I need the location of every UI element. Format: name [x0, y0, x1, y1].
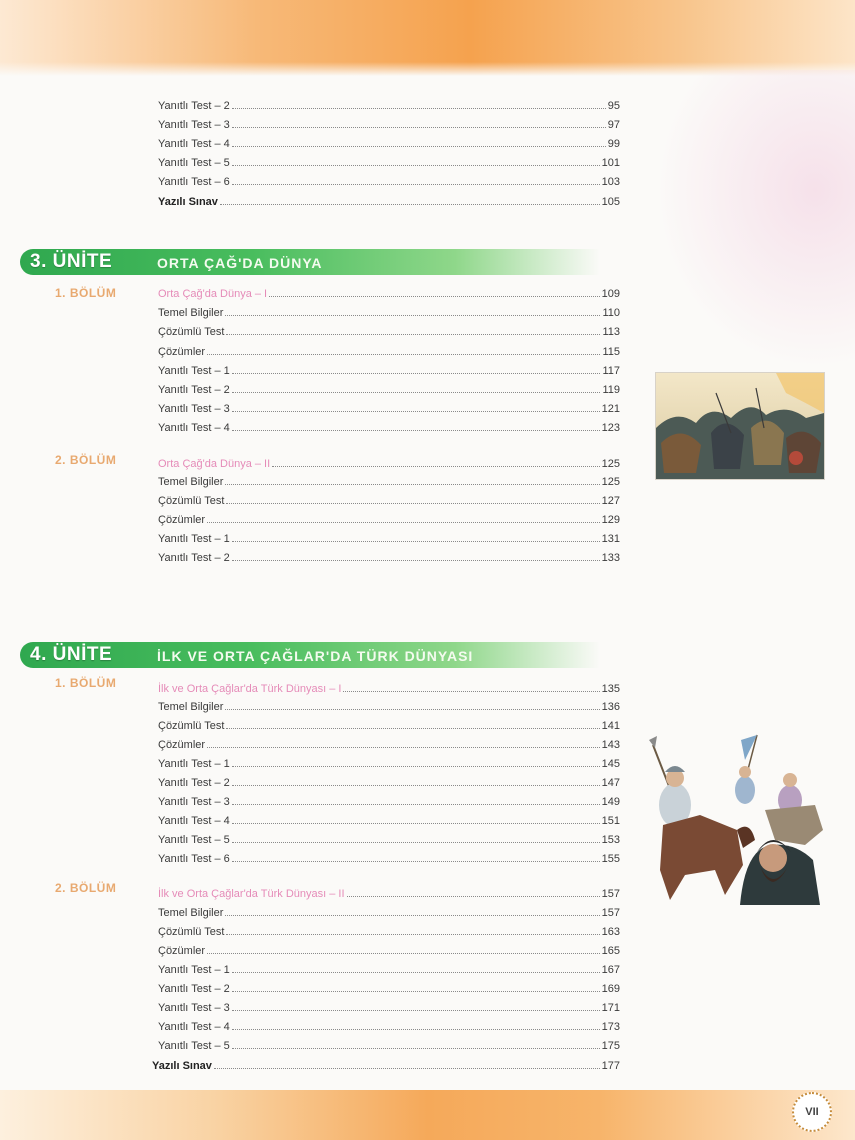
toc-entry-label: Yanıtlı Test – 5: [158, 834, 230, 846]
dot-leader: [232, 541, 600, 542]
toc-entry-label: Yanıtlı Test – 6: [158, 853, 230, 865]
toc-entry-page: 127: [601, 495, 620, 507]
toc-entry[interactable]: [158, 340, 620, 358]
toc-entry-page: 143: [601, 739, 620, 751]
toc-entry-page: 135: [601, 683, 620, 695]
toc-entry[interactable]: [158, 714, 620, 732]
toc-entry[interactable]: [158, 470, 620, 488]
dot-leader: [232, 560, 600, 561]
dot-leader: [272, 466, 599, 467]
toc-entry[interactable]: [158, 397, 620, 415]
toc-entry-label: Yanıtlı Test – 2: [158, 100, 230, 112]
toc-entry-page: 125: [601, 476, 620, 488]
dot-leader: [232, 804, 600, 805]
dot-leader: [232, 411, 600, 412]
dot-leader: [214, 1068, 600, 1069]
toc-entry[interactable]: [158, 958, 620, 976]
unit-3-banner: [20, 249, 600, 275]
dot-leader: [232, 842, 600, 843]
toc-entry-page: 173: [601, 1021, 620, 1033]
dot-leader: [232, 861, 600, 862]
toc-entry-label: İlk ve Orta Çağlar'da Türk Dünyası – II: [158, 888, 345, 900]
toc-entry[interactable]: [158, 452, 620, 470]
toc-entry[interactable]: [158, 301, 620, 319]
toc-entry-label: Temel Bilgiler: [158, 701, 224, 713]
dot-leader: [343, 691, 599, 692]
toc-entry-label: Orta Çağ'da Dünya – I: [158, 288, 268, 300]
toc-entry-label: Yanıtlı Test – 2: [158, 777, 230, 789]
toc-entry-page: 105: [601, 196, 620, 208]
toc-entry-page: 113: [602, 326, 620, 338]
toc-entry[interactable]: [158, 546, 620, 564]
unit-title: İLK VE ORTA ÇAĞLAR'DA TÜRK DÜNYASI: [157, 648, 474, 664]
toc-entry[interactable]: [158, 996, 620, 1014]
toc-entry-label: Yanıtlı Test – 5: [158, 157, 230, 169]
toc-entry[interactable]: [158, 1034, 620, 1052]
toc-entry[interactable]: [158, 790, 620, 808]
section-label: 1. BÖLÜM: [55, 286, 117, 300]
toc-entry[interactable]: [158, 977, 620, 995]
dot-leader: [220, 204, 600, 205]
toc-entry[interactable]: [158, 901, 620, 919]
toc-entry-page: 123: [601, 422, 620, 434]
toc-entry-label: Çözümlü Test: [158, 326, 225, 338]
toc-entry-page: 177: [601, 1060, 620, 1072]
dot-leader: [232, 392, 601, 393]
toc-entry-page: 151: [601, 815, 620, 827]
toc-entry-page: 169: [601, 983, 620, 995]
toc-entry-label: Çözümler: [158, 346, 206, 358]
toc-entry[interactable]: [158, 416, 620, 434]
toc-entry-label: Yazılı Sınav: [152, 1060, 212, 1072]
dot-leader: [225, 915, 599, 916]
toc-entry[interactable]: [158, 847, 620, 865]
battle-scene-image: [656, 373, 824, 479]
dot-leader: [232, 127, 606, 128]
toc-entry-label: Çözümler: [158, 514, 206, 526]
toc-entry[interactable]: [158, 190, 620, 208]
toc-entry-page: 163: [601, 926, 620, 938]
toc-entry-label: Yanıtlı Test – 2: [158, 983, 230, 995]
toc-entry[interactable]: [158, 132, 620, 150]
toc-entry-page: 153: [601, 834, 620, 846]
dot-leader: [232, 430, 600, 431]
section-label: 2. BÖLÜM: [55, 453, 117, 467]
toc-entry-page: 115: [602, 346, 620, 358]
toc-entry-label: Yanıtlı Test – 2: [158, 384, 230, 396]
toc-entry-page: 125: [601, 458, 620, 470]
dot-leader: [225, 484, 599, 485]
dot-leader: [232, 1010, 600, 1011]
toc-entry[interactable]: [158, 695, 620, 713]
toc-entry-page: 110: [602, 307, 620, 319]
toc-entry[interactable]: [158, 113, 620, 131]
section-label: 2. BÖLÜM: [55, 881, 117, 895]
dot-leader: [232, 1048, 600, 1049]
toc-entry-page: 175: [601, 1040, 620, 1052]
toc-entry-label: Temel Bilgiler: [158, 307, 224, 319]
toc-entry-page: 129: [601, 514, 620, 526]
toc-entry-page: 121: [601, 403, 620, 415]
toc-entry-label: Çözümler: [158, 739, 206, 751]
toc-entry-page: 133: [601, 552, 620, 564]
dot-leader: [232, 184, 600, 185]
toc-entry-page: 101: [601, 157, 620, 169]
toc-entry[interactable]: [158, 489, 620, 507]
toc-entry[interactable]: [158, 733, 620, 751]
toc-entry-label: Yanıtlı Test – 3: [158, 796, 230, 808]
toc-entry-label: Temel Bilgiler: [158, 476, 224, 488]
toc-entry-page: 136: [601, 701, 620, 713]
toc-entry[interactable]: [158, 282, 620, 300]
toc-entry-page: 147: [601, 777, 620, 789]
toc-entry-page: 97: [607, 119, 620, 131]
toc-entry-label: Yanıtlı Test – 4: [158, 815, 230, 827]
dot-leader: [225, 709, 599, 710]
toc-entry-label: Yanıtlı Test – 6: [158, 176, 230, 188]
toc-entry[interactable]: [152, 1054, 620, 1072]
toc-entry-label: Yanıtlı Test – 1: [158, 365, 230, 377]
toc-entry[interactable]: [158, 378, 620, 396]
toc-entry-label: Yanıtlı Test – 4: [158, 422, 230, 434]
bottom-decorative-band: [0, 1090, 855, 1140]
toc-entry-label: Yanıtlı Test – 3: [158, 403, 230, 415]
toc-entry-page: 167: [601, 964, 620, 976]
toc-entry-label: Çözümlü Test: [158, 926, 225, 938]
unit-number: 3. ÜNİTE: [30, 251, 113, 272]
toc-entry-label: Yanıtlı Test – 4: [158, 138, 230, 150]
toc-entry[interactable]: [158, 508, 620, 526]
horsemen-image: [645, 730, 825, 905]
toc-entry[interactable]: [158, 170, 620, 188]
toc-entry-label: Yazılı Sınav: [158, 196, 218, 208]
toc-entry-label: Çözümlü Test: [158, 495, 225, 507]
dot-leader: [207, 953, 600, 954]
toc-entry-label: Orta Çağ'da Dünya – II: [158, 458, 271, 470]
toc-entry-page: 157: [601, 888, 620, 900]
toc-entry-page: 95: [607, 100, 620, 112]
toc-entry[interactable]: [158, 151, 620, 169]
dot-leader: [226, 503, 599, 504]
toc-entry[interactable]: [158, 677, 620, 695]
dot-leader: [232, 766, 600, 767]
toc-entry[interactable]: [158, 94, 620, 112]
background-glow: [655, 70, 855, 370]
toc-entry-label: Yanıtlı Test – 1: [158, 533, 230, 545]
toc-entry-page: 119: [602, 384, 620, 396]
toc-entry-label: Yanıtlı Test – 1: [158, 964, 230, 976]
battle-scene-illustration: [655, 372, 825, 480]
page-number: VII: [805, 1106, 819, 1118]
toc-entry[interactable]: [158, 527, 620, 545]
toc-entry[interactable]: [158, 771, 620, 789]
toc-entry-label: İlk ve Orta Çağlar'da Türk Dünyası – I: [158, 683, 342, 695]
toc-entry-page: 109: [601, 288, 620, 300]
toc-entry-page: 171: [601, 1002, 620, 1014]
section-label: 1. BÖLÜM: [55, 676, 117, 690]
dot-leader: [232, 146, 606, 147]
toc-entry-page: 145: [601, 758, 620, 770]
dot-leader: [232, 108, 606, 109]
toc-entry-label: Yanıtlı Test – 4: [158, 1021, 230, 1033]
dot-leader: [226, 334, 600, 335]
toc-entry[interactable]: [158, 828, 620, 846]
toc-entry-page: 157: [601, 907, 620, 919]
unit-title: ORTA ÇAĞ'DA DÜNYA: [157, 255, 323, 271]
toc-entry[interactable]: [158, 359, 620, 377]
dot-leader: [207, 522, 600, 523]
toc-entry[interactable]: [158, 882, 620, 900]
dot-leader: [232, 991, 600, 992]
toc-entry[interactable]: [158, 809, 620, 827]
toc-entry-label: Yanıtlı Test – 3: [158, 1002, 230, 1014]
toc-entry-page: 149: [601, 796, 620, 808]
top-decorative-band: [0, 0, 855, 76]
toc-entry-page: 103: [601, 176, 620, 188]
toc-entry-page: 131: [601, 533, 620, 545]
toc-entry-label: Yanıtlı Test – 3: [158, 119, 230, 131]
toc-entry-page: 155: [601, 853, 620, 865]
unit-4-banner: [20, 642, 600, 668]
dot-leader: [232, 785, 600, 786]
dot-leader: [232, 823, 600, 824]
dot-leader: [347, 896, 600, 897]
horsemen-illustration: [645, 730, 825, 905]
toc-entry-label: Çözümlü Test: [158, 720, 225, 732]
dot-leader: [226, 728, 599, 729]
toc-entry-label: Yanıtlı Test – 2: [158, 552, 230, 564]
unit-number: 4. ÜNİTE: [30, 644, 113, 665]
toc-entry-label: Temel Bilgiler: [158, 907, 224, 919]
toc-entry-label: Yanıtlı Test – 1: [158, 758, 230, 770]
toc-entry[interactable]: [158, 939, 620, 957]
toc-entry-label: Çözümler: [158, 945, 206, 957]
dot-leader: [207, 354, 600, 355]
dot-leader: [207, 747, 600, 748]
dot-leader: [232, 165, 600, 166]
toc-entry-page: 117: [602, 365, 620, 377]
dot-leader: [269, 296, 600, 297]
toc-entry-label: Yanıtlı Test – 5: [158, 1040, 230, 1052]
toc-entry[interactable]: [158, 320, 620, 338]
dot-leader: [226, 934, 599, 935]
toc-entry[interactable]: [158, 1015, 620, 1033]
toc-entry[interactable]: [158, 920, 620, 938]
dot-leader: [232, 972, 600, 973]
toc-entry-page: 141: [601, 720, 620, 732]
toc-entry-page: 165: [601, 945, 620, 957]
dot-leader: [225, 315, 600, 316]
toc-entry[interactable]: [158, 752, 620, 770]
dot-leader: [232, 1029, 600, 1030]
dot-leader: [232, 373, 601, 374]
page-number-badge: [792, 1092, 832, 1132]
toc-entry-page: 99: [607, 138, 620, 150]
